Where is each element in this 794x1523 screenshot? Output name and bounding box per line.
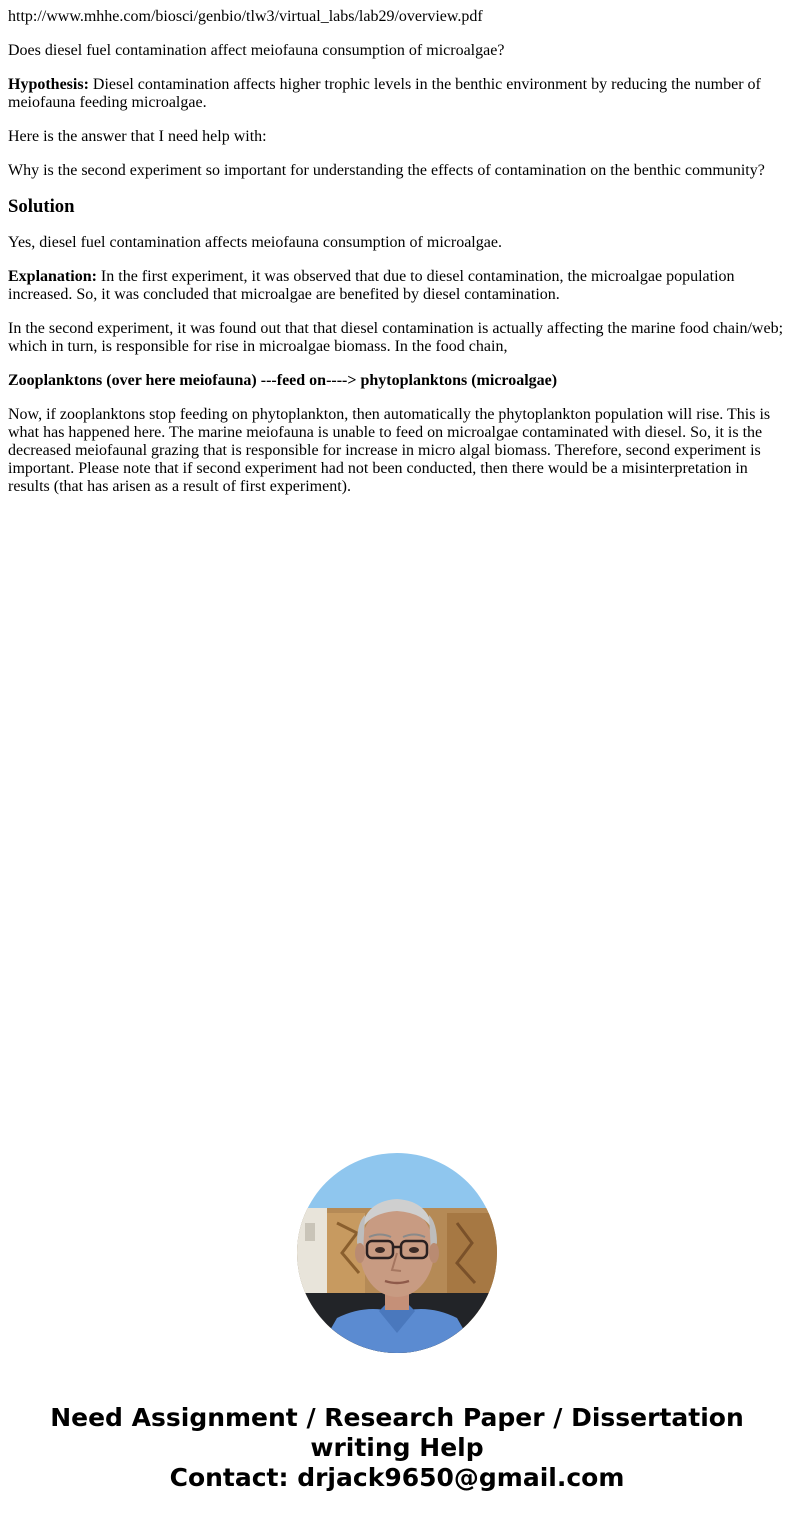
hypothesis-text: Diesel contamination affects higher trophic levels in the benthic environment by reducing the number of meiofauna feeding microalgae. — [8, 76, 761, 111]
explanation-text: In the first experiment, it was observed that due to diesel contamination, the microalgae population increased. So, it was concluded that microalgae are benefited by diesel contamination. — [8, 268, 735, 303]
promo-footer — [0, 1403, 794, 1493]
help-intro: Here is the answer that I need help with: — [8, 128, 267, 145]
conclusion-text: Now, if zooplanktons stop feeding on phytoplankton, then automatically the phytoplankton population will rise. This is what has happened here. The marine meiofauna is unable to feed on microalgae contaminated with diesel. So, it is the decreased meiofaunal grazing that is responsible for increase in micro algal biomass. Therefore, second experiment is important. Please note that if second experiment had not been conducted, then there would be a misinterpretation in results (that has arisen as a result of first experiment). — [8, 406, 771, 495]
food-chain-bold: Zooplanktons (over here meiofauna) ---feed on----> phytoplanktons (microalgae) — [8, 372, 558, 389]
answer-text: Yes, diesel fuel contamination affects meiofauna consumption of microalgae. — [8, 234, 502, 251]
promo-line-1: Need Assignment / Research Paper / Dissertation — [50, 1403, 744, 1432]
source-url[interactable]: http://www.mhhe.com/biosci/genbio/tlw3/virtual_labs/lab29/overview.pdf — [8, 8, 483, 25]
food-chain-text — [8, 372, 786, 390]
promo-line-2: writing Help — [310, 1433, 484, 1462]
help-question: Why is the second experiment so important for understanding the effects of contamination on the benthic community? — [8, 162, 765, 179]
document-body — [8, 0, 786, 512]
author-portrait-icon — [297, 1153, 497, 1353]
solution-heading: Solution — [8, 196, 75, 217]
explanation-label: Explanation: — [8, 268, 97, 285]
promo-contact[interactable]: Contact: drjack9650@gmail.com — [169, 1463, 625, 1492]
author-avatar — [297, 1153, 497, 1353]
hypothesis-paragraph — [8, 76, 786, 112]
hypothesis-label: Hypothesis: — [8, 76, 89, 93]
question-text: Does diesel fuel contamination affect meiofauna consumption of microalgae? — [8, 42, 505, 59]
second-experiment-text: In the second experiment, it was found out that that diesel contamination is actually affecting the marine food chain/web; which in turn, is responsible for rise in microalgae biomass. In the food chain, — [8, 320, 784, 355]
explanation-paragraph — [8, 268, 786, 304]
